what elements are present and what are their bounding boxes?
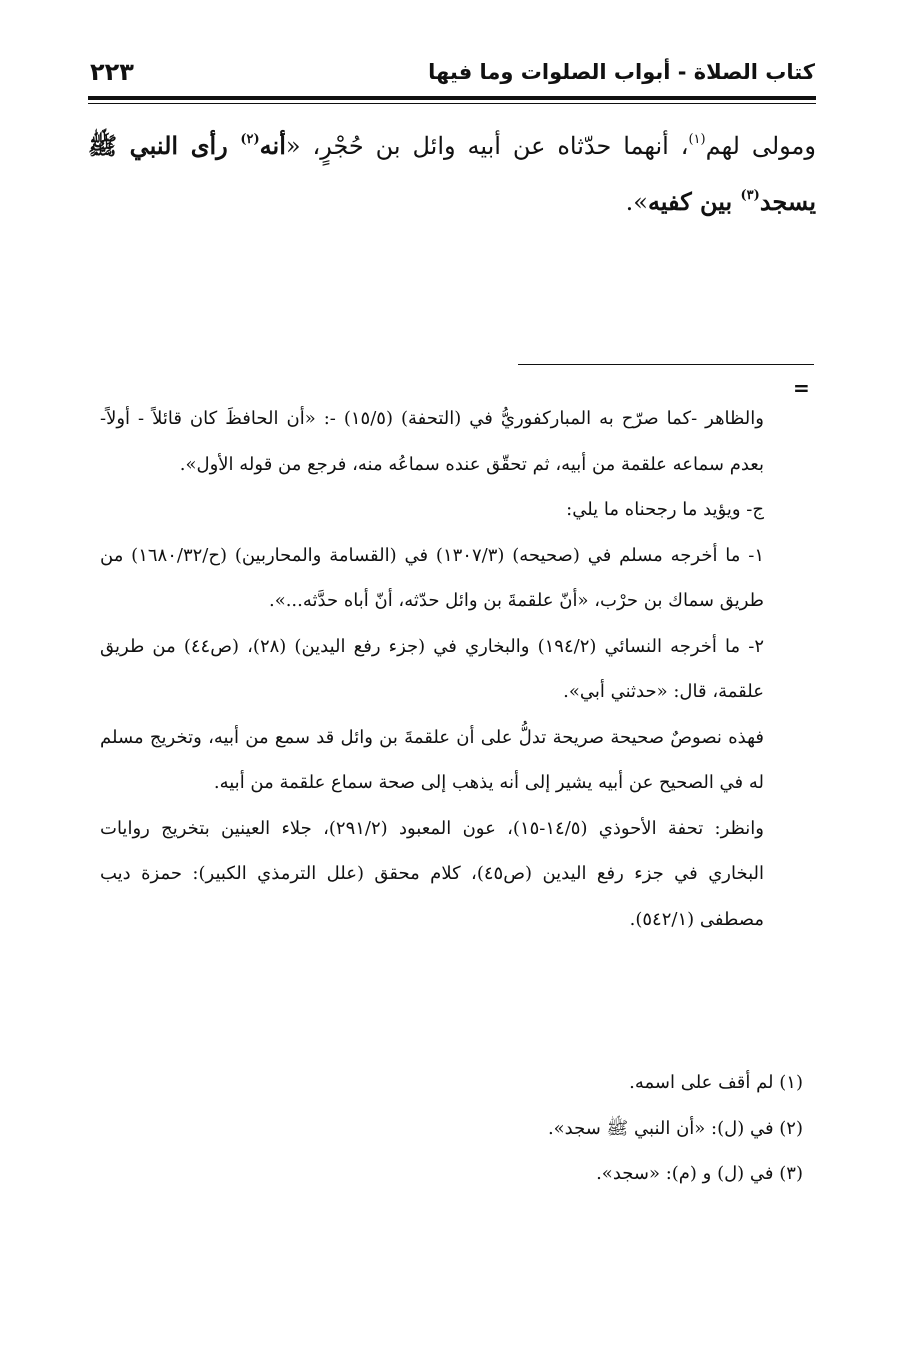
hadith-segment: بين كفيه <box>647 187 741 216</box>
header-rule-thin <box>88 103 816 104</box>
page-header <box>90 56 815 96</box>
footnote-ref-2: (٢) <box>240 132 260 147</box>
main-text <box>88 118 816 230</box>
main-text-segment: ، أنهما حدّثاه عن أبيه وائل بن حُجْرٍ، « <box>285 132 689 160</box>
note-paragraph: والظاهر -كما صرّح به المباركفوريُّ في (التحفة) (١٥/٥) -: «أن الحافظَ كان قائلاً - أولاً- بعدم سماعه علقمة من أبيه، ثم تحقّق عنده سماعُه منه، فرجع من قوله الأول». <box>100 408 764 475</box>
footnote-ref-1: (١) <box>688 132 706 147</box>
hadith-segment: أنه <box>259 131 286 160</box>
note-paragraph: ١- ما أخرجه مسلم في (صحيحه) (١٣٠٧/٣) في (القسامة والمحاربين) (ح/١٦٨٠/٣٢) من طريق سماك بن حرْب، «أنّ علقمةَ بن وائل حدّثه، أنّ أباه حدَّثه...». <box>100 544 764 611</box>
note-paragraph: ج- ويؤيد ما رجحناه ما يلي: <box>566 499 764 520</box>
header-rule-thick <box>88 96 816 100</box>
footnote-1: (١) لم أقف على اسمه. <box>629 1072 803 1093</box>
footnote-2: (٢) في (ل): «أن النبي ﷺ سجد». <box>547 1117 803 1139</box>
main-text-segment: ». <box>625 188 648 216</box>
continuation-mark: = <box>793 376 810 400</box>
hadith-segment: رأى النبي ﷺ يسجد <box>88 131 816 216</box>
main-text-segment: ومولى لهم <box>705 132 816 160</box>
footnote-3: (٣) في (ل) و (م): «سجد». <box>596 1163 803 1184</box>
footnote-separator <box>518 364 814 365</box>
note-paragraph: ٢- ما أخرجه النسائي (١٩٤/٢) والبخاري في (جزء رفع اليدين) (٢٨)، (ص٤٤) من طريق علقمة، قال: «حدثني أبي». <box>100 635 765 702</box>
note-paragraph: فهذه نصوصٌ صحيحة صريحة تدلُّ على أن علقمةَ بن وائل قد سمع من أبيه، وتخريج مسلم له في الصحيح عن أبيه يشير إلى أنه يذهب إلى صحة سماع علقمة من أبيه. <box>100 726 764 793</box>
note-paragraph: وانظر: تحفة الأحوذي (١٤/٥-١٥)، عون المعبود (٢٩١/٢)، جلاء العينين بتخريج روايات البخاري في جزء رفع اليدين (ص٤٥)، كلام محقق (علل الترمذي الكبير): حمزة ديب مصطفى (٥٤٢/١). <box>100 817 765 930</box>
running-title: كتاب الصلاة - أبواب الصلوات وما فيها <box>428 60 815 84</box>
footnote-ref-3: (٣) <box>740 188 760 203</box>
footnotes <box>100 1060 803 1197</box>
page-number: ٢٢٣ <box>90 58 134 86</box>
continued-footnote <box>100 396 764 942</box>
